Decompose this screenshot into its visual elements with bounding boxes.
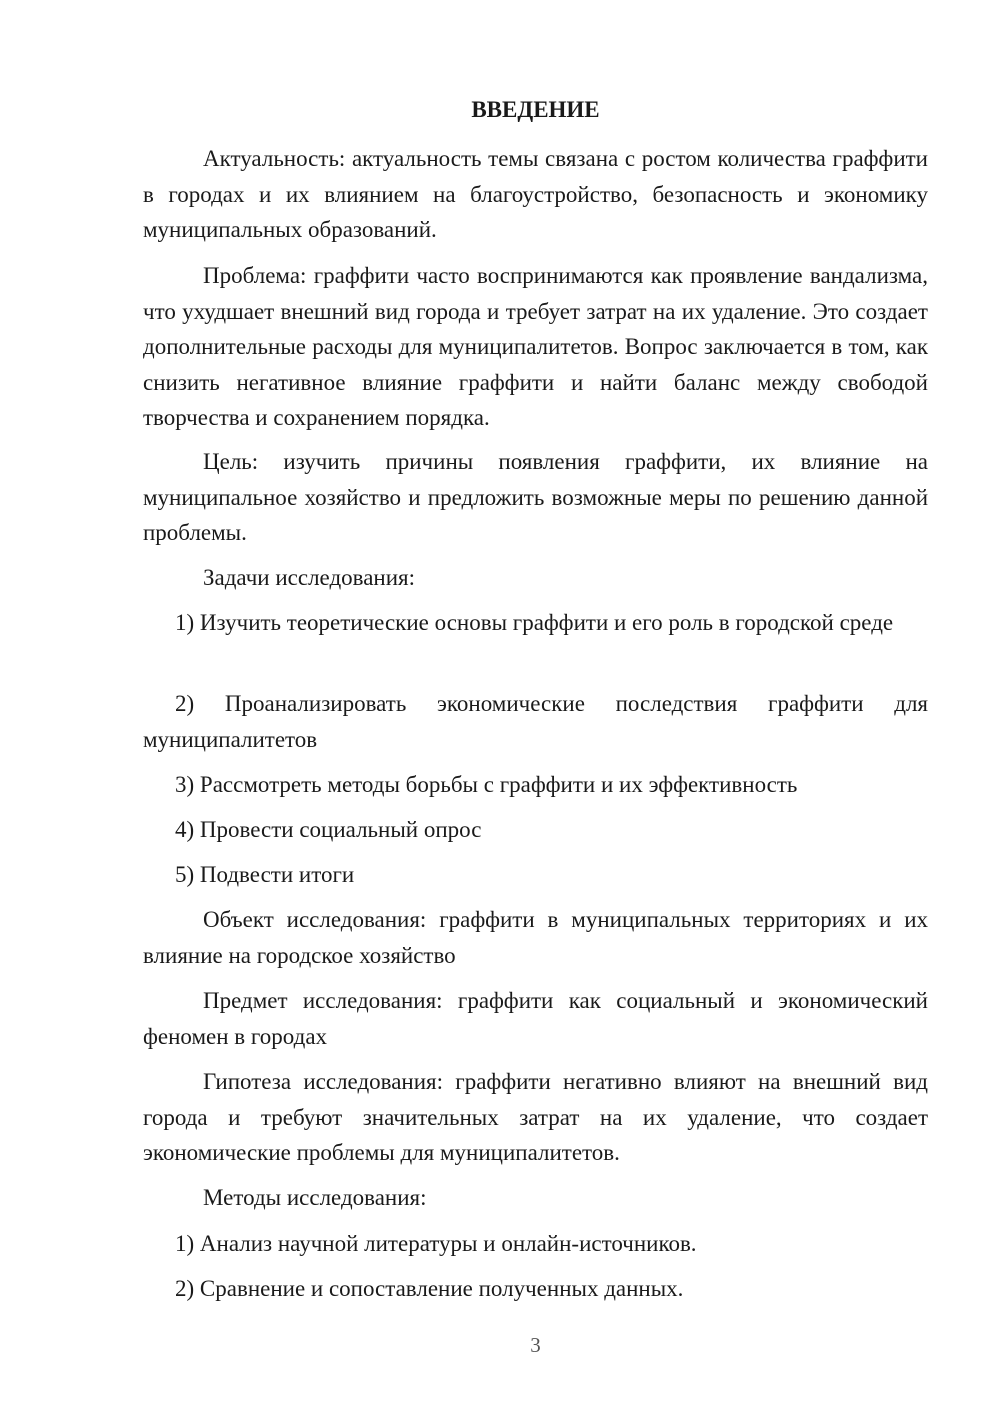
method-item-1: 1) Анализ научной литературы и онлайн-источников.	[175, 1231, 697, 1256]
task-item-3: 3) Рассмотреть методы борьбы с граффити и их эффективность	[175, 772, 798, 797]
document-page	[143, 0, 928, 1414]
page-title: ВВЕДЕНИЕ	[471, 97, 600, 122]
task-item-4: 4) Провести социальный опрос	[175, 817, 482, 842]
paragraph-problem: Проблема: граффити часто воспринимаются как проявление вандализма, что ухудшает внешний вид города и требует затрат на их удаление. Это создает дополнительные расходы для муниципалитетов. Вопрос заключается в том, как снизить негативное влияние граффити и найти баланс между свободой творчества и сохранением порядка.	[143, 263, 928, 430]
paragraph-relevance: Актуальность: актуальность темы связана с ростом количества граффити в городах и их влиянием на благоустройство, безопасность и экономику муниципальных образований.	[143, 146, 928, 242]
paragraph-subject: Предмет исследования: граффити как социальный и экономический феномен в городах	[143, 988, 928, 1049]
task-item-2: 2) Проанализировать экономические последствия граффити для муниципалитетов	[143, 691, 928, 752]
method-item-2: 2) Сравнение и сопоставление полученных данных.	[175, 1276, 684, 1301]
task-item-1: 1) Изучить теоретические основы граффити и его роль в городской среде	[175, 610, 894, 635]
paragraph-goal: Цель: изучить причины появления граффити, их влияние на муниципальное хозяйство и предложить возможные меры по решению данной проблемы.	[143, 449, 928, 545]
page-number: 3	[530, 1333, 541, 1357]
paragraph-hypothesis: Гипотеза исследования: граффити негативно влияют на внешний вид города и требуют значительных затрат на их удаление, что создает экономические проблемы для муниципалитетов.	[143, 1069, 928, 1165]
methods-title: Методы исследования:	[203, 1185, 427, 1210]
tasks-title: Задачи исследования:	[203, 565, 416, 590]
task-item-5: 5) Подвести итоги	[175, 862, 355, 887]
paragraph-object: Объект исследования: граффити в муниципальных территориях и их влияние на городское хозяйство	[143, 907, 928, 968]
